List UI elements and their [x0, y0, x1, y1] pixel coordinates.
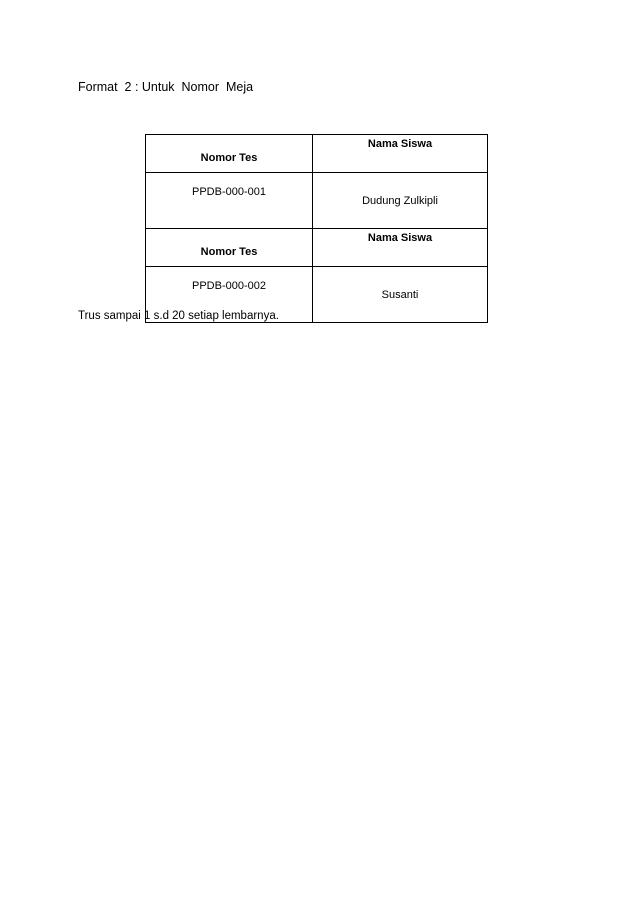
- desk-number-table: [145, 134, 488, 323]
- table-header-row: [146, 135, 488, 173]
- header-cell-nomor-tes: Nomor Tes: [146, 229, 313, 267]
- table-row: [146, 173, 488, 229]
- cell-nama-siswa: Dudung Zulkipli: [313, 173, 488, 229]
- header-cell-nama-siswa: Nama Siswa: [313, 229, 488, 267]
- cell-nama-siswa: Susanti: [313, 267, 488, 323]
- table-header-row: [146, 229, 488, 267]
- page-heading: Format 2 : Untuk Nomor Meja: [78, 80, 254, 94]
- cell-nomor-tes: PPDB-000-001: [146, 173, 313, 229]
- footer-note: Trus sampai 1 s.d 20 setiap lembarnya.: [78, 310, 279, 322]
- cell-nomor-tes: PPDB-000-002: [146, 267, 313, 323]
- header-cell-nama-siswa: Nama Siswa: [313, 135, 488, 173]
- header-cell-nomor-tes: Nomor Tes: [146, 135, 313, 173]
